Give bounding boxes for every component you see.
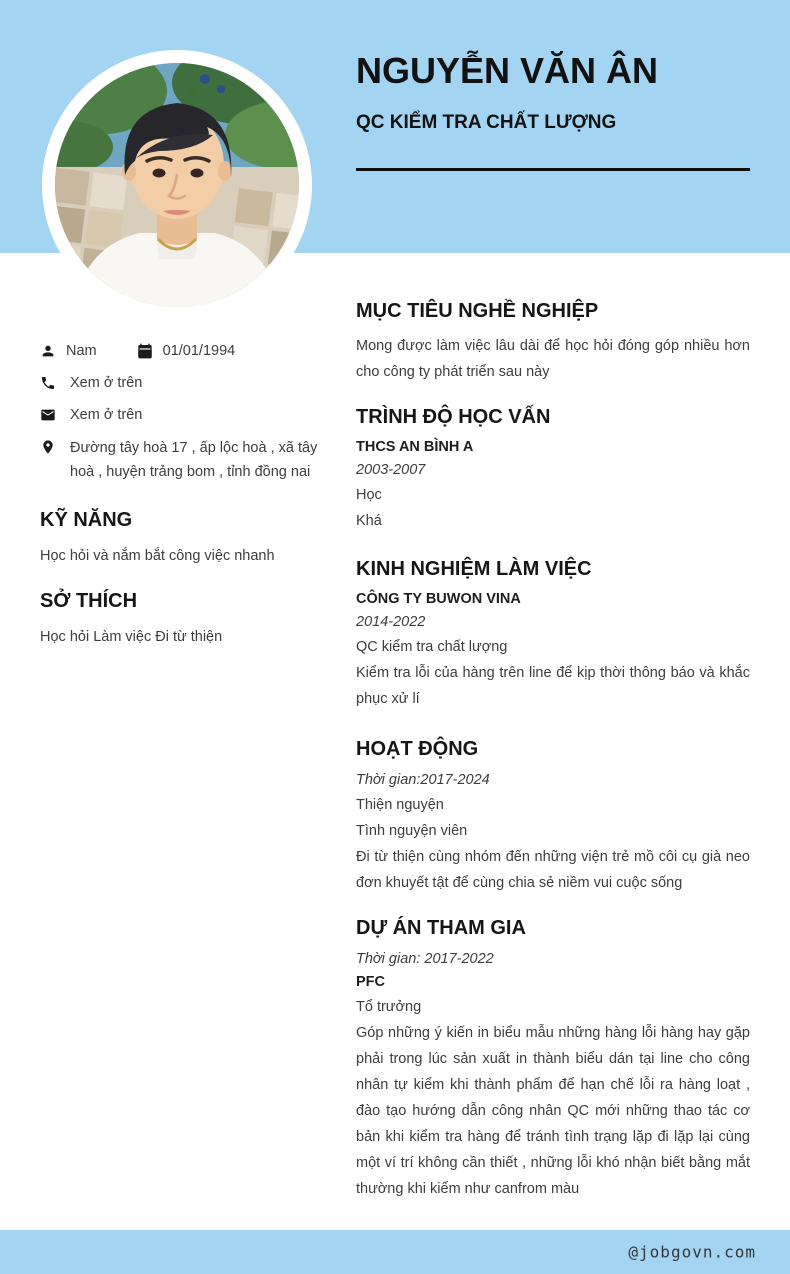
projects-name: PFC xyxy=(356,974,385,990)
candidate-job-title: QC KIỂM TRA CHẤT LƯỢNG xyxy=(356,112,617,133)
email-icon xyxy=(40,407,56,423)
projects-period: Thời gian: 2017-2022 xyxy=(356,951,494,967)
objective-section xyxy=(356,297,750,385)
projects-description: Góp những ý kiến in biểu mẫu những hàng lỗi hàng hay gặp phải trong lúc sản xuất in thành biểu dán tại line cho công nhân tự kiểm khi thành phẩm để hạn chế lỗi ra hàng loạt , đào tạo hướng dẫn công nhân QC mới những thao tác cơ bản khi kiểm tra hàng để tránh tình trạng lặp đi lặp lại cùng một ví trí không cần thiết , những lỗi khó nhận biết bằng mắt thường khi kiểm như canfrom màu xyxy=(356,1025,750,1197)
birthdate-value: 01/01/1994 xyxy=(162,343,236,359)
email-value: Xem ở trên xyxy=(70,407,143,423)
projects-role: Tổ trưởng xyxy=(356,999,422,1015)
header-divider xyxy=(356,168,750,171)
phone-value: Xem ở trên xyxy=(70,375,143,391)
projects-section xyxy=(356,914,750,1202)
skills-heading: KỸ NĂNG xyxy=(40,509,133,531)
portrait-illustration xyxy=(55,63,299,307)
info-row-gender-birthdate xyxy=(40,340,324,363)
avatar-photo xyxy=(55,63,299,307)
experience-heading: KINH NGHIỆM LÀM VIỆC xyxy=(356,558,592,580)
projects-heading: DỰ ÁN THAM GIA xyxy=(356,917,526,939)
person-icon xyxy=(40,343,56,359)
education-period: 2003-2007 xyxy=(356,462,426,478)
experience-company: CÔNG TY BUWON VINA xyxy=(356,591,521,607)
education-section xyxy=(356,403,750,534)
experience-description: Kiểm tra lỗi của hàng trên line để kịp thời thông báo và khắc phục xử lí xyxy=(356,665,750,707)
experience-section xyxy=(356,555,750,712)
experience-role: QC kiểm tra chất lượng xyxy=(356,639,508,655)
gender-pair xyxy=(40,340,97,363)
objective-heading: MỤC TIÊU NGHỀ NGHIỆP xyxy=(356,300,599,322)
skills-text: Học hỏi và nắm bắt công việc nhanh xyxy=(40,548,275,564)
header-block xyxy=(356,50,750,171)
birthdate-pair xyxy=(137,340,236,363)
location-icon xyxy=(40,439,56,455)
activities-section xyxy=(356,735,750,896)
activities-role: Tình nguyện viên xyxy=(356,823,468,839)
gender-value: Nam xyxy=(66,343,97,359)
interests-text: Học hỏi Làm việc Đi từ thiện xyxy=(40,629,223,645)
address-value: Đường tây hoà 17 , ấp lộc hoà , xã tây hoà , huyện trảng bom , tỉnh đồng nai xyxy=(70,440,318,480)
activities-organization: Thiện nguyện xyxy=(356,797,444,813)
activities-description: Đi từ thiện cùng nhóm đến những viện trẻ mồ côi cụ già neo đơn khuyết tật để cùng chia sẻ niềm vui cuộc sống xyxy=(356,849,750,891)
calendar-icon xyxy=(137,343,153,359)
candidate-name: NGUYỄN VĂN ÂN xyxy=(356,50,659,91)
experience-period: 2014-2022 xyxy=(356,614,426,630)
phone-icon xyxy=(40,375,56,391)
activities-period: Thời gian:2017-2024 xyxy=(356,772,490,788)
info-row-phone xyxy=(40,372,324,395)
watermark-text: @jobgovn.com xyxy=(628,1242,756,1262)
interests-heading: SỞ THÍCH xyxy=(40,590,138,612)
education-school: THCS AN BÌNH A xyxy=(356,439,474,455)
footer-band xyxy=(0,1230,790,1274)
activities-heading: HOẠT ĐỘNG xyxy=(356,738,479,760)
education-line2: Khá xyxy=(356,513,382,529)
left-column xyxy=(40,340,324,650)
education-line1: Học xyxy=(356,487,382,503)
education-heading: TRÌNH ĐỘ HỌC VẤN xyxy=(356,406,551,428)
avatar-ring xyxy=(42,50,312,320)
info-row-email xyxy=(40,404,324,427)
objective-text: Mong được làm việc lâu dài để học hỏi đóng góp nhiều hơn cho công ty phát triển sau này xyxy=(356,338,750,380)
info-row-address xyxy=(40,436,324,484)
